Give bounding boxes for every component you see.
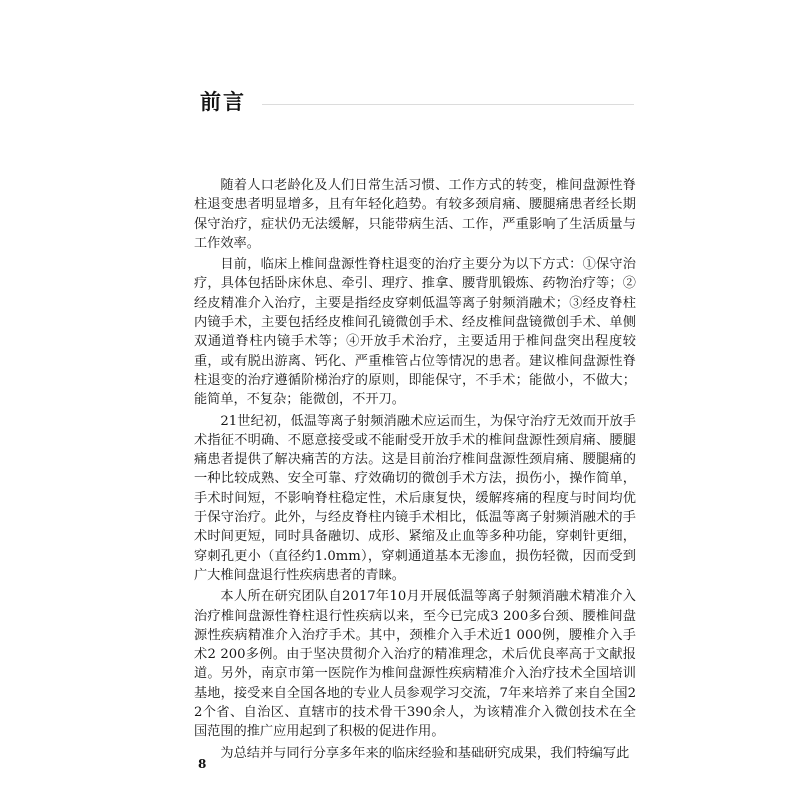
page-number: 8 <box>198 757 207 771</box>
heading-rule <box>262 104 634 105</box>
paragraph-4: 本人所在研究团队自2017年10月开展低温等离子射频消融术精准介入治疗椎间盘源性脊柱退行性疾病以来，至今已完成3 200多台颈、腰椎间盘源性疾病精准介入治疗手术。其中，颈椎介入手术近1 000例，腰椎介入手术2 200多例。由于坚决贯彻介入治疗的精准理念，术后优良率高于文献报道。另外，南京市第一医院作为椎间盘源性疾病精准介入治疗技术全国培训基地，接受来自全国各地的专业人员参观学习交流，7年来培养了来自全国22个省、自治区、直辖市的技术骨干390余人，为该精准介入微创技术在全国范围的推广应用起到了积极的促进作用。 <box>194 589 636 740</box>
body-text <box>194 176 636 765</box>
paragraph-5: 为总结并与同行分享多年来的临床经验和基础研究成果，我们特编写此 <box>220 745 630 761</box>
page-title: 前言 <box>200 90 246 114</box>
paragraph-1: 随着人口老龄化及人们日常生活习惯、工作方式的转变，椎间盘源性脊柱退变患者明显增多，且有年轻化趋势。有较多颈肩痛、腰腿痛患者经长期保守治疗，症状仍无法缓解，只能带病生活、工作，严重影响了生活质量与工作效率。 <box>194 178 636 251</box>
paragraph-3: 21世纪初，低温等离子射频消融术应运而生，为保守治疗无效而开放手术指征不明确、不愿意接受或不能耐受开放手术的椎间盘源性颈肩痛、腰腿痛患者提供了解决痛苦的方法。这是目前治疗椎间盘源性颈肩痛、腰腿痛的一种比较成熟、安全可靠、疗效确切的微创手术方法，损伤小，操作简单，手术时间短，不影响脊柱稳定性，术后康复快，缓解疼痛的程度与时间均优于保守治疗。此外，与经皮脊柱内镜手术相比，低温等离子射频消融术的手术时间更短，同时具备融切、成形、紧缩及止血等多种功能，穿刺针更细，穿刺孔更小（直径约1.0mm），穿刺通道基本无渗血，损伤轻微，因而受到广大椎间盘退行性疾病患者的青睐。 <box>194 413 636 583</box>
paragraph-2: 目前，临床上椎间盘源性脊柱退变的治疗主要分为以下方式：①保守治疗，具体包括卧床休息、牵引、理疗、推拿、腰背肌锻炼、药物治疗等；②经皮精准介入治疗，主要是指经皮穿刺低温等离子射频消融术；③经皮脊柱内镜手术，主要包括经皮椎间孔镜微创手术、经皮椎间盘镜微创手术、单侧双通道脊柱内镜手术等；④开放手术治疗，主要适用于椎间盘突出程度较重，或有脱出游离、钙化、严重椎管占位等情况的患者。建议椎间盘源性脊柱退变的治疗遵循阶梯治疗的原则，即能保守，不手术；能做小，不做大；能简单，不复杂；能微创，不开刀。 <box>194 257 636 408</box>
